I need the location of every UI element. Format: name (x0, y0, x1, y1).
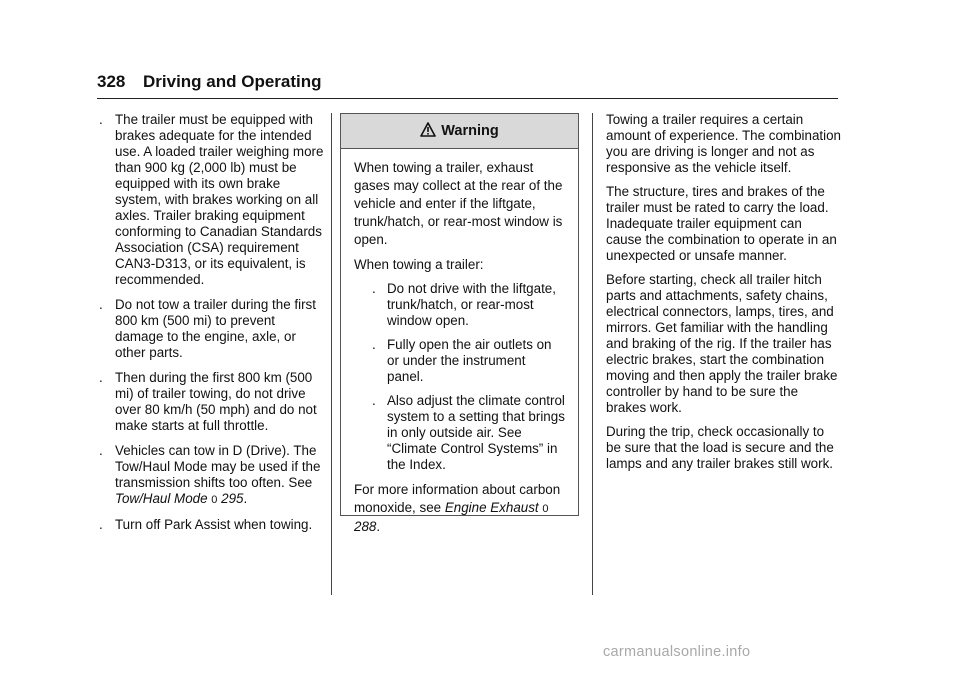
list-item-text: Do not tow a trailer during the first 800 km (500 mi) to prevent damage to the engine, axle, or other parts. (115, 297, 316, 360)
paragraph: During the trip, check occasionally to be sure that the load is secure and the lamps and any trailer brakes still work. (606, 424, 834, 471)
list-item-text: Do not drive with the liftgate, trunk/hatch, or rear-most window open. (387, 281, 556, 328)
section-title: Driving and Operating (143, 72, 322, 91)
watermark: carmanualsonline.info (603, 644, 751, 660)
list-item (354, 393, 565, 473)
more-info-text: For more information about carbon monoxide, see (354, 482, 561, 515)
sentence-end: . (376, 519, 381, 534)
list-item (97, 112, 325, 288)
list-item-text: The trailer must be equipped with brakes adequate for the intended use. A loaded trailer weighing more than 900 kg (2,000 lb) must be equipped with its own brake system, with brakes working on all axles. Trailer braking equipment conforming to Canadian Standards Association (CSA) requirement CAN3-D313, or its equivalent, is recommended. (115, 112, 324, 287)
list-item-text: Fully open the air outlets on or under the instrument panel. (387, 337, 552, 384)
list-item (97, 370, 325, 434)
list-item-text: Turn off Park Assist when towing. (115, 517, 313, 532)
bullet-glyph: . (372, 393, 376, 408)
page-reference[interactable]: 288 (354, 519, 377, 534)
list-item-text: Vehicles can tow in D (Drive). The Tow/Haul Mode may be used if the transmission shifts too often. See (115, 443, 321, 490)
list-item (354, 281, 565, 329)
bullet-glyph: . (99, 112, 103, 127)
list-item-text: Then during the first 800 km (500 mi) of trailer towing, do not drive over 80 km/h (50 mph) and do not make starts at full throttle. (115, 370, 317, 433)
bullet-glyph: . (372, 337, 376, 352)
bullet-glyph: . (99, 370, 103, 385)
page-ref-arrow-icon: 0 (542, 503, 549, 515)
warning-lead: When towing a trailer: (354, 257, 484, 272)
bullet-glyph: . (99, 443, 103, 458)
warning-more-info (354, 481, 565, 536)
list-item-text: Also adjust the climate control system to a setting that brings in only outside air. See “Climate Control Systems” in the Index. (387, 393, 565, 472)
cross-reference-link[interactable]: Tow/Haul Mode (115, 491, 208, 506)
header-rule (97, 98, 838, 99)
column-divider-right (592, 113, 593, 595)
right-column (606, 112, 841, 480)
bullet-glyph: . (99, 297, 103, 312)
list-item (97, 443, 325, 508)
warning-intro: When towing a trailer, exhaust gases may collect at the rear of the vehicle and enter if the liftgate, trunk/hatch, or rear-most window is open. (354, 160, 563, 247)
warning-header (341, 114, 578, 149)
bullet-glyph: . (372, 281, 376, 296)
list-item (97, 297, 325, 361)
paragraph: Towing a trailer requires a certain amount of experience. The combination you are driving is longer and not as responsive as the vehicle itself. (606, 112, 841, 175)
cross-reference-link[interactable]: Engine Exhaust (444, 500, 539, 515)
paragraph: Before starting, check all trailer hitch parts and attachments, safety chains, electrical connectors, lamps, tires, and mirrors. Get familiar with the handling and braking of the rig. If the trailer has electric brakes, start the combination moving and then apply the trailer brake controller by hand to be sure the brakes work. (606, 272, 838, 415)
warning-title: Warning (441, 123, 499, 139)
bullet-glyph: . (99, 517, 103, 532)
page-header (97, 70, 838, 100)
sentence-end: . (243, 491, 248, 506)
list-item (97, 517, 325, 533)
left-column (97, 112, 325, 542)
list-item (354, 337, 565, 385)
warning-box (340, 113, 579, 534)
warning-body (341, 149, 578, 536)
column-divider-left (331, 113, 332, 595)
page-reference[interactable]: 295 (221, 491, 244, 506)
page-number: 328 (97, 72, 126, 91)
warning-triangle-icon (420, 122, 436, 141)
page-ref-arrow-icon: 0 (211, 494, 218, 506)
paragraph: The structure, tires and brakes of the trailer must be rated to carry the load. Inadequate trailer equipment can cause the combination to operate in an unexpected or unsafe manner. (606, 184, 837, 263)
